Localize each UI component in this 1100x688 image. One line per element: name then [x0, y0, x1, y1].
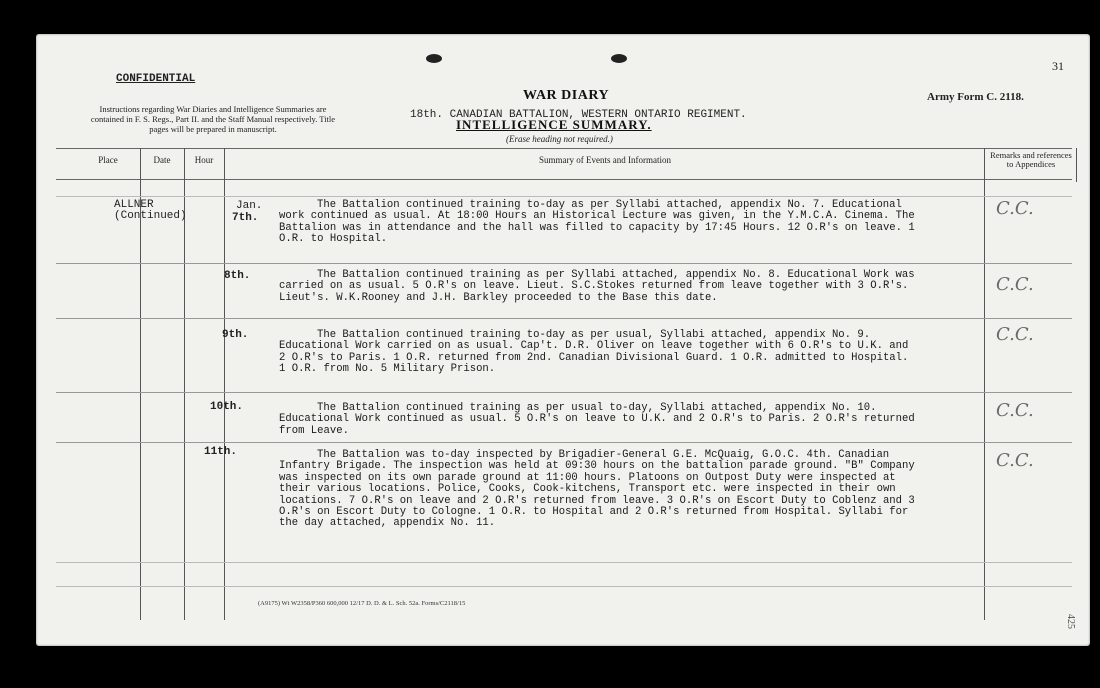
instructions-text: Instructions regarding War Diaries and Intelligence Summaries are contained in F. S. Regs., Part II. and the Staff Manual respectively. Title pages will be prepared in manuscript.: [90, 104, 336, 134]
page-title: WAR DIARY: [523, 88, 610, 103]
entry-day: 8th.: [224, 270, 251, 282]
entry-day: 7th.: [232, 212, 259, 224]
confidential-stamp: CONFIDENTIAL: [116, 73, 196, 85]
punch-hole: [426, 54, 442, 63]
unit-name: 18th. CANADIAN BATTALION, WESTERN ONTARIO REGIMENT.: [410, 109, 747, 121]
army-form-number: Army Form C. 2118.: [927, 91, 1024, 103]
remarks-initials: C.C.: [996, 274, 1034, 295]
place-continued: (Continued): [114, 210, 187, 222]
form-footer: (A9175) Wt W2358/P360 600,000 12/17 D. D. & L. Sch. 52a. Forms/C2118/15: [258, 600, 466, 607]
entry-text: The Battalion continued training to-day as per Syllabi attached, appendix No. 7. Educational work continued as usual. At 18:00 Hours an Historical Lecture was given, in the Y.M.C.A. Cinema. The Battalion was in attendance and the hall was filled to capacity by 17:45 Hours. 12 O.R's on leave. 1 O.R. to Hospital.: [279, 199, 915, 246]
erase-note: (Erase heading not required.): [506, 134, 613, 144]
column-header-summary: Summary of Events and Information: [539, 155, 671, 165]
archive-number: 425: [1065, 614, 1076, 629]
column-header-date: Date: [153, 155, 171, 165]
entry-text: The Battalion continued training to-day as per usual, Syllabi attached, appendix No. 9. Educational Work carried on as usual. Cap't. D.R. Oliver on leave together with 6 O.R's to U.K. and 2 O.R's to Paris. 1 O.R. returned from 2nd. Canadian Divisional Guard. 1 O.R. admitted to Hospital. 1 O.R. from No. 5 Military Prison.: [279, 329, 909, 376]
column-divider: [1076, 148, 1077, 182]
column-divider: [984, 148, 985, 620]
subtitle: INTELLIGENCE SUMMARY.: [456, 117, 652, 132]
entry-day: 11th.: [204, 446, 238, 458]
table-top-rule: [56, 148, 1072, 149]
remarks-initials: C.C.: [996, 400, 1034, 421]
punch-hole: [611, 54, 627, 63]
entry-day: 9th.: [222, 329, 249, 341]
table-header-rule: [56, 179, 1072, 180]
column-header-hour: Hour: [194, 155, 214, 165]
page-number: 31: [1052, 59, 1064, 73]
entry-text: The Battalion was to-day inspected by Brigadier-General G.E. McQuaig, G.O.C. 4th. Canadian Infantry Brigade. The inspection was held at 09:30 hours on the battalion parade ground. "B" Company was inspected on its own parade ground at 11:00 hours. Platoons on Outpost Duty were inspected at their various locations. Police, Cooks, Cook-kitchens, Transport etc. were inspected in their own locations. 7 O.R's on leave and 2 O.R's returned from leave. 3 O.R's on Escort Duty to Coblenz and 3 O.R's on Escort Duty to Cologne. 1 O.R. to Hospital and 2 O.R's returned from Hospital. Syllabi for the day attached, appendix No. 11.: [279, 449, 915, 530]
place-cell: [114, 200, 187, 222]
column-divider: [224, 148, 225, 620]
column-header-place: Place: [98, 155, 118, 165]
place-name: ALLNER: [114, 199, 154, 211]
remarks-initials: C.C.: [996, 198, 1034, 219]
diary-page: [36, 34, 1090, 646]
entry-text: The Battalion continued training as per usual to-day, Syllabi attached, appendix No. 10. Educational Work continued as usual. 5 O.R's on leave to U.K. and 2 O.R's to Paris. 2 O.R's returned from Leave.: [279, 402, 915, 437]
entry-text: The Battalion continued training as per Syllabi attached, appendix No. 8. Educational Work was carried on as usual. 5 O.R's on leave. Lieut. S.C.Stokes returned from leave together with 3 O.R's. Lieut's. W.K.Rooney and J.H. Barkley proceeded to the Base this date.: [279, 269, 915, 304]
month-cell: Jan.: [236, 200, 263, 212]
remarks-initials: C.C.: [996, 450, 1034, 471]
entry-day: 10th.: [210, 401, 244, 413]
column-header-remarks: Remarks and references to Appendices: [990, 150, 1072, 169]
remarks-initials: C.C.: [996, 324, 1034, 345]
